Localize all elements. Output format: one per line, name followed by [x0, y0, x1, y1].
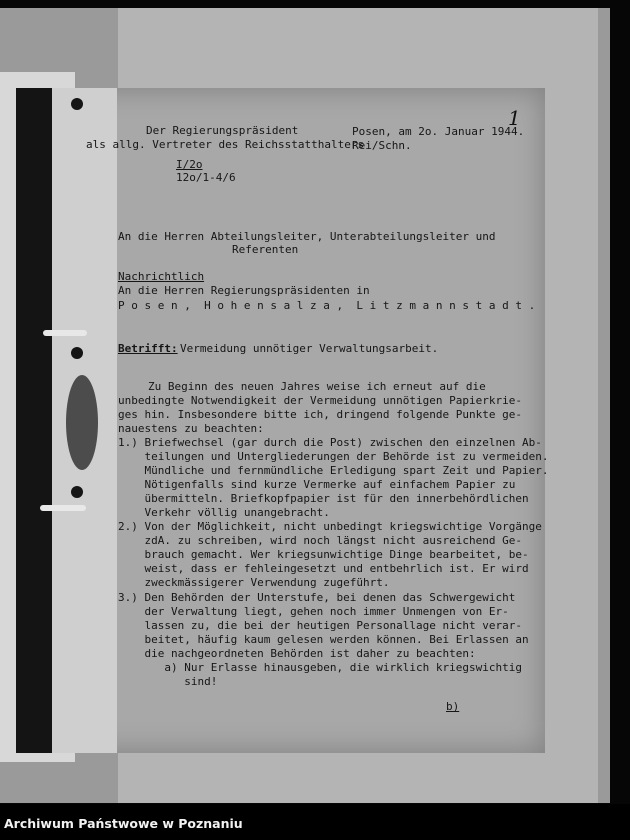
page-number: 1	[508, 106, 521, 130]
point-3-line: die nachgeordneten Behörden ist daher zu beachten:	[118, 647, 476, 660]
cc-label: Nachrichtlich	[118, 270, 205, 283]
point-2-line: brauch gemacht. Wer kriegsunwichtige Dinge bearbeitet, be-	[118, 548, 529, 561]
sender-line-2: als allg. Vertreter des Reichsstatthalters	[86, 138, 365, 151]
point-3-line: a) Nur Erlasse hinausgeben, die wirklich kriegswichtig	[118, 661, 522, 674]
point-1-line: übermitteln. Briefkopfpapier ist für den innerbehördlichen	[118, 492, 529, 505]
point-1-line: Nötigenfalls sind kurze Vermerke auf einfachem Papier zu	[118, 478, 516, 491]
point-2-line: weist, dass er fehleingesetzt und entbehrlich ist. Er wird	[118, 562, 529, 575]
point-1-line: Verkehr völlig unangebracht.	[118, 506, 330, 519]
subject-text: Vermeidung unnötiger Verwaltungsarbeit.	[180, 342, 439, 355]
intro-line: nauestens zu beachten:	[118, 422, 264, 435]
sender-line-1: Der Regierungspräsident	[146, 124, 299, 137]
addressees-line-1: An die Herren Abteilungsleiter, Unterabteilungsleiter und	[118, 230, 496, 243]
cc-line-1: An die Herren Regierungspräsidenten in	[118, 284, 370, 297]
point-3-line: lassen zu, die bei der heutigen Personallage nicht verar-	[118, 619, 522, 632]
reference-number-1: I/2o	[176, 158, 203, 171]
point-3-line: sind!	[118, 675, 218, 688]
cc-line-2: P o s e n , H o h e n s a l z a , L i t z m a n n s t a d t .	[118, 299, 536, 312]
reference-number-2: 12o/1-4/6	[176, 171, 236, 184]
place-date: Posen, am 2o. Januar 1944.	[352, 125, 525, 138]
continuation-marker: b)	[446, 700, 460, 713]
addressees-line-2: Referenten	[232, 243, 299, 256]
point-3-line: beitet, häufig kaum gelesen werden können. Bei Erlassen an	[118, 633, 529, 646]
point-1-line: 1.) Briefwechsel (gar durch die Post) zwischen den einzelnen Ab-	[118, 436, 542, 449]
point-2-line: zdA. zu schreiben, wird noch längst nicht ausreichend Ge-	[118, 534, 522, 547]
subject-label: Betrifft:	[118, 342, 178, 355]
point-2-line: zweckmässigerer Verwendung zugeführt.	[118, 576, 390, 589]
point-1-line: teilungen und Untergliederungen der Behörde ist zu vermeiden.	[118, 450, 549, 463]
archive-footer	[0, 804, 630, 840]
initials: Rei/Schn.	[352, 139, 412, 152]
intro-line: ges hin. Insbesondere bitte ich, dringend folgende Punkte ge-	[118, 408, 522, 421]
point-3-line: der Verwaltung liegt, gehen noch immer Unmengen von Er-	[118, 605, 509, 618]
intro-line: unbedingte Notwendigkeit der Vermeidung unnötigen Papierkrie-	[118, 394, 522, 407]
point-1-line: Mündliche und fernmündliche Erledigung spart Zeit und Papier.	[118, 464, 549, 477]
intro-line: Zu Beginn des neuen Jahres weise ich erneut auf die	[148, 380, 486, 393]
point-2-line: 2.) Von der Möglichkeit, nicht unbedingt kriegswichtige Vorgänge	[118, 520, 542, 533]
archive-name: Archiwum Państwowe w Poznaniu	[4, 816, 243, 831]
point-3-line: 3.) Den Behörden der Unterstufe, bei denen das Schwergewicht	[118, 591, 516, 604]
